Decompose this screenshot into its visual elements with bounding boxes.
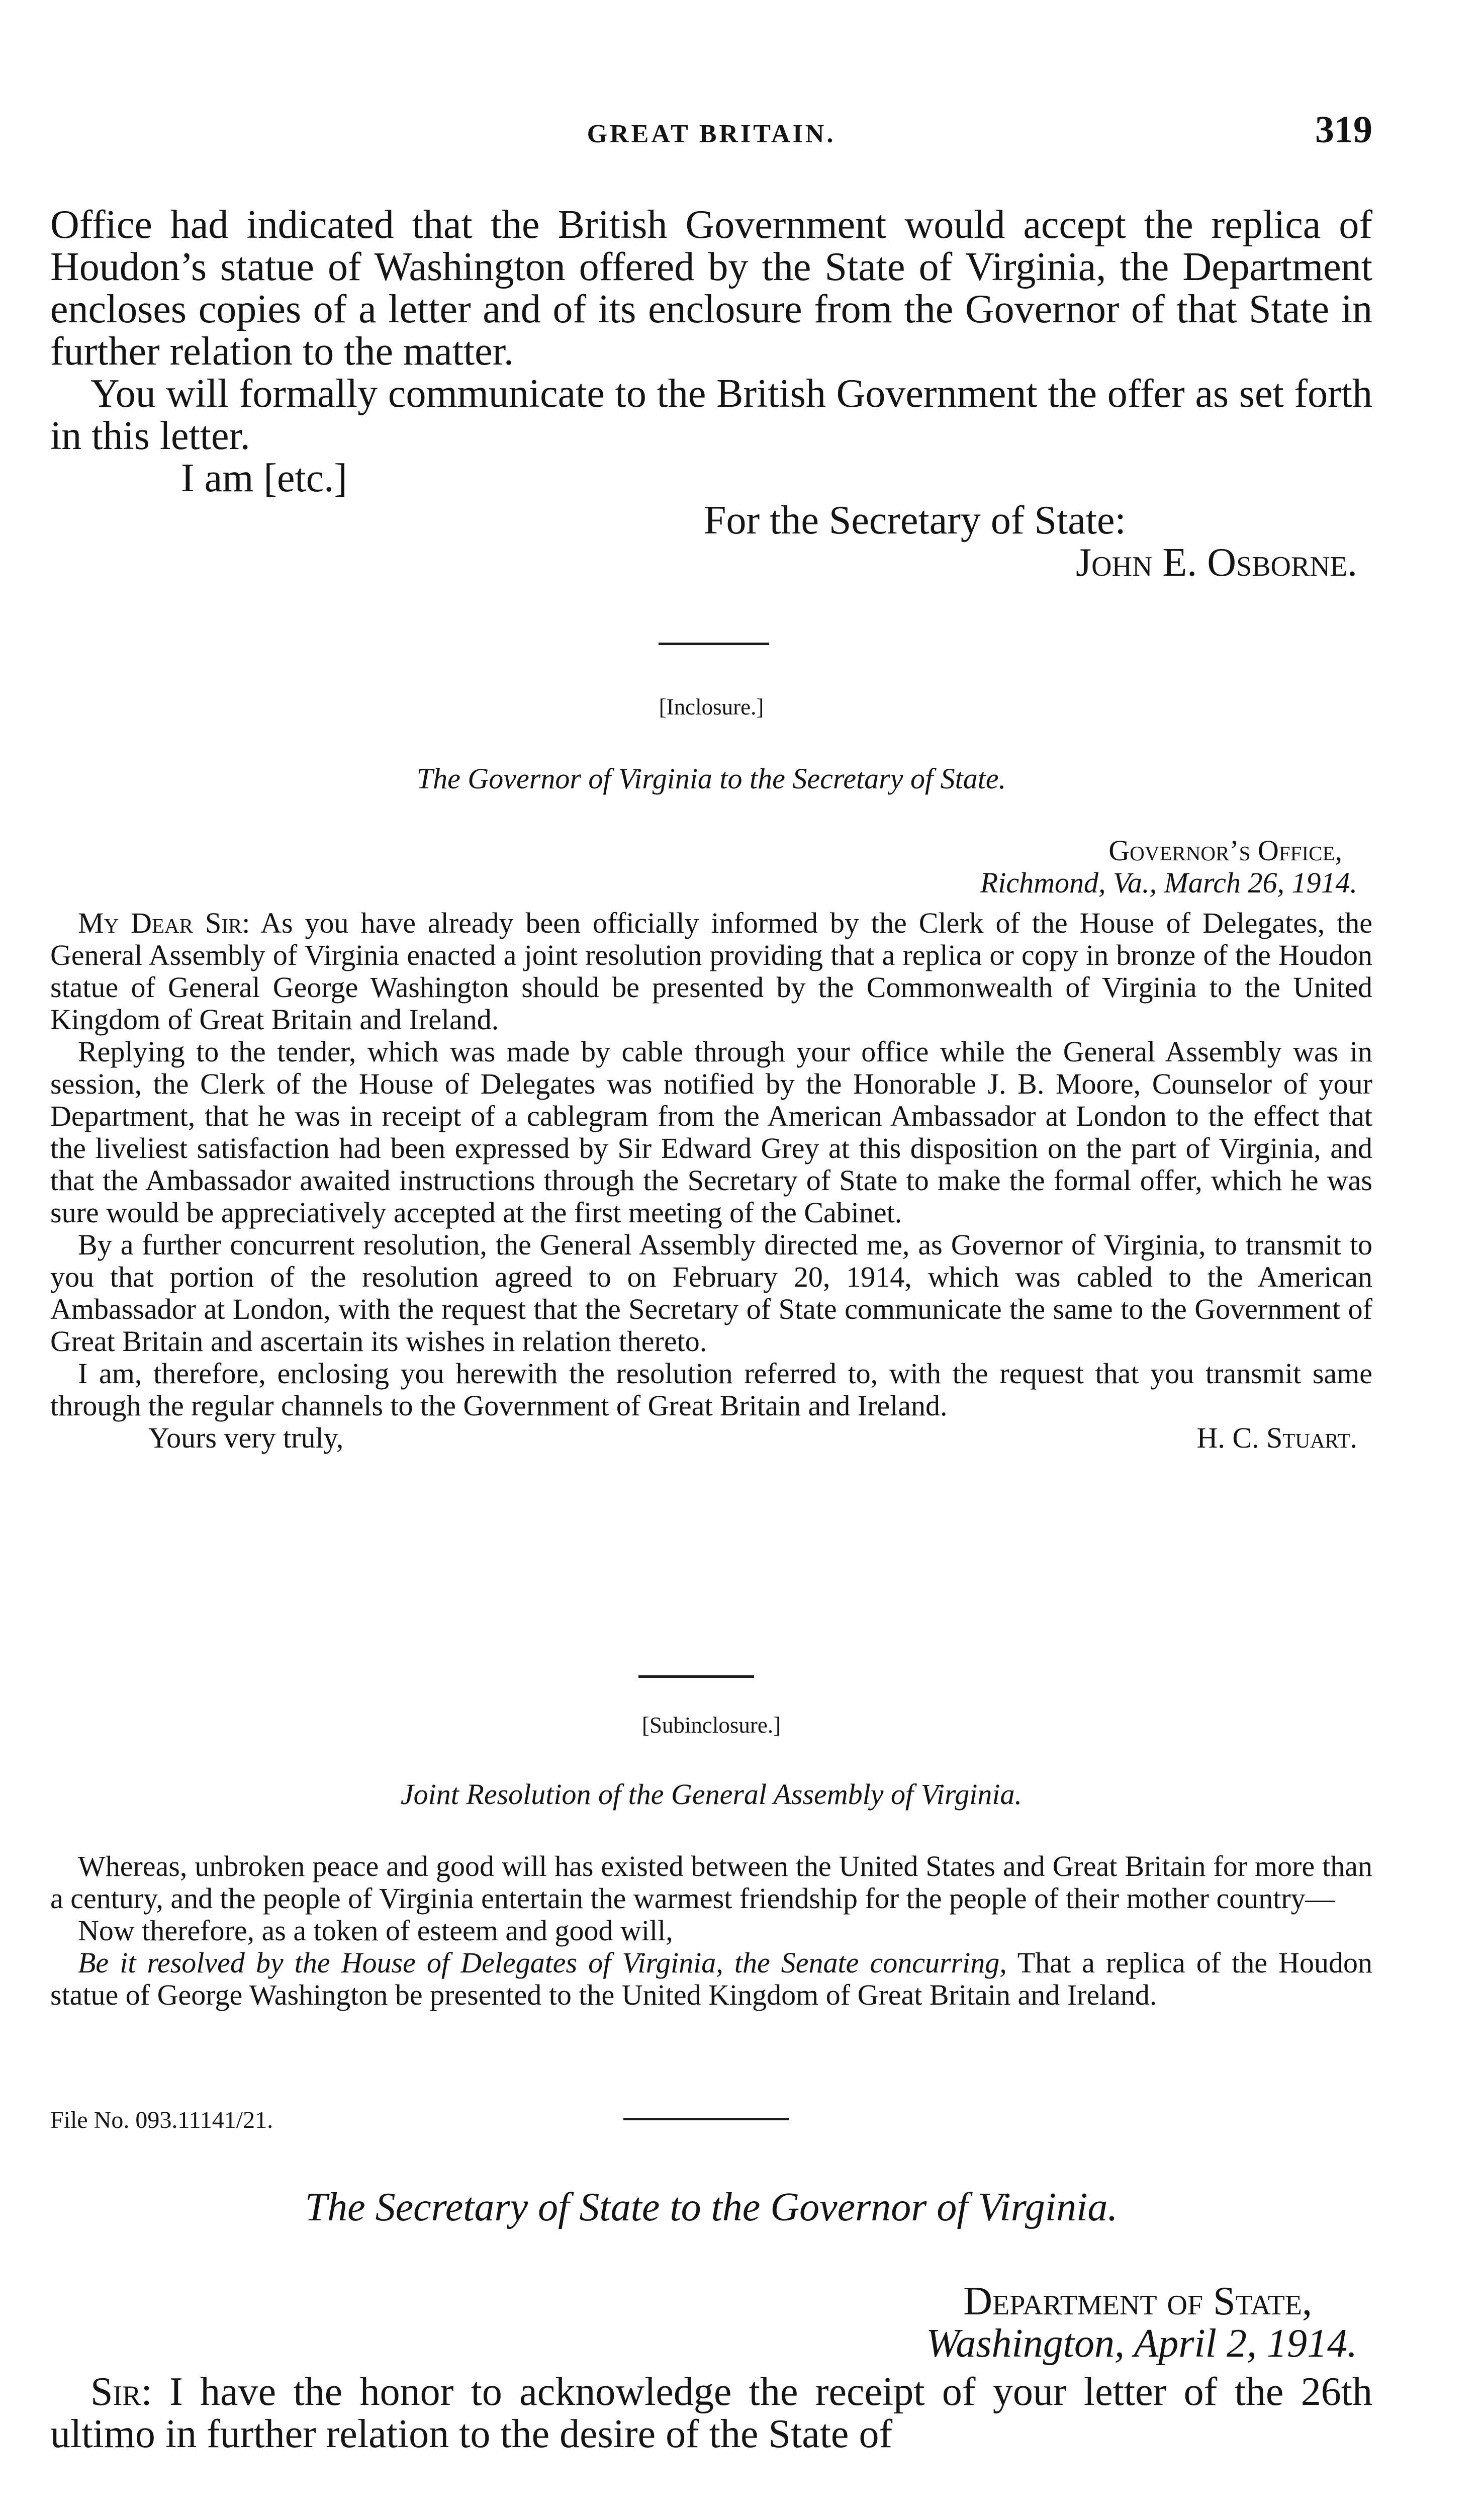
reply-heading [50,2185,1372,2230]
section-divider [659,643,769,645]
opening-paragraph: Office had indicated that the British Government would accept the replica of Houdon’s statue of Washington offered by the State of Virginia, the Department encloses copies of a letter and of its enclosure from the Governor of that State in further relation to the matter. [50,203,1372,374]
page-number: 319 [1315,109,1372,151]
resolved-clause: Be it resolved by the House of Delegates of Virginia, the Senate concurring, [78,1946,1007,1979]
inclosure-divider [638,1675,754,1678]
inclosure-paragraph-3: By a further concurrent resolution, the General Assembly directed me, as Governor of Virginia, to transmit to you that portion of the resolution agreed to on February 20, 1914, which was cabled to the American Ambassador at London, with the request that the Secretary of State communicate the same to the Government of Great Britain and ascertain its wishes in relation thereto. [50,1228,1372,1358]
inclosure-date-line: Richmond, Va., March 26, 1914. [980,866,1357,899]
instruction-paragraph: You will formally communicate to the British Government the offer as set forth in this letter. [50,372,1372,458]
inclosure-heading-text: The Governor of Virginia to the Secretary of State. [416,762,1006,795]
opening-section [50,204,1372,584]
subinclosure-label-text: [Subinclosure.] [641,1713,781,1738]
document-page [50,0,1372,2514]
inclosure-paragraph-1 [50,907,1372,1036]
reply-place-line: Department of State, [963,2279,1312,2323]
reply-divider [623,2118,789,2120]
inclosure-paragraph-1-text: : As you have already been officially informed by the Clerk of the House of Delegates, the General Assembly of Virginia enacted a joint resolution providing that a replica or copy in bronze of the Houdon statue of General George Washington should be presented by the Commonwealth of Virginia to the United Kingdom of Great Britain and Ireland. [50,907,1373,1036]
inclosure-salutation: My Dear Sir [78,907,242,939]
inclosure-label-text: [Inclosure.] [659,694,764,720]
reply-paragraph [50,2371,1372,2455]
reply-heading-text: The Secretary of State to the Governor of Virginia. [305,2185,1118,2229]
resolution-clause: That a replica of the Houdon statue of George Washington be presented to the United Kingdom of Great Britain and Ireland. [50,1946,1373,2011]
resolution-paragraph-3 [50,1947,1372,2011]
inclosure-place-line: Governor’s Office, [1108,834,1342,867]
reply-letter [50,2280,1372,2455]
resolution-paragraph-1: Whereas, unbroken peace and good will has existed between the United States and Great Britain for more than a century, and the people of Virginia entertain the warmest friendship for the people of their mother country— [50,1850,1372,1915]
file-number: File No. 093.11141/21. [50,2107,273,2133]
reply-date-line: Washington, April 2, 1914. [926,2321,1357,2366]
inclosure-letter [50,835,1372,1454]
subinclosure-heading-text: Joint Resolution of the General Assembly of Virginia. [400,1778,1023,1811]
resolution-text [50,1850,1372,2011]
file-number-row [50,2104,1372,2136]
subinclosure-heading [50,1777,1372,1811]
reply-paragraph-text: : I have the honor to acknowledge the receipt of your letter of the 26th ultimo in further relation to the desire of the State of [50,2370,1372,2456]
inclosure-signature: H. C. Stuart. [1196,1421,1357,1454]
closing-line: I am [etc.] [181,456,347,500]
running-title: GREAT BRITAIN. [587,120,836,148]
inclosure-paragraph-2: Replying to the tender, which was made by cable through your office while the General Assembly was in session, the Clerk of the House of Delegates was notified by the Honorable J. B. Moore, Counselor of your Department, that he was in receipt of a cablegram from the American Ambassador at London to the effect that the liveliest satisfaction had been expressed by Sir Edward Grey at this disposition on the part of Virginia, and that the Ambassador awaited instructions through the Secretary of State to make the formal offer, which he was sure would be appreciatively accepted at the first meeting of the Cabinet. [50,1035,1372,1229]
page-header [50,108,1372,163]
signature-name: John E. Osborne. [1075,541,1357,585]
reply-salutation: Sir [90,2370,141,2414]
inclosure-closing-row [50,1422,1372,1454]
signature-line-1: For the Secretary of State: [704,498,1126,543]
inclosure-label [50,694,1372,720]
subinclosure-label [50,1712,1372,1738]
inclosure-heading [50,762,1372,795]
resolution-paragraph-2: Now therefore, as a token of esteem and good will, [78,1914,673,1947]
inclosure-closing: Yours very truly, [148,1421,344,1454]
inclosure-paragraph-4: I am, therefore, enclosing you herewith the resolution referred to, with the request that you transmit same through the regular channels to the Government of Great Britain and Ireland. [50,1357,1372,1422]
